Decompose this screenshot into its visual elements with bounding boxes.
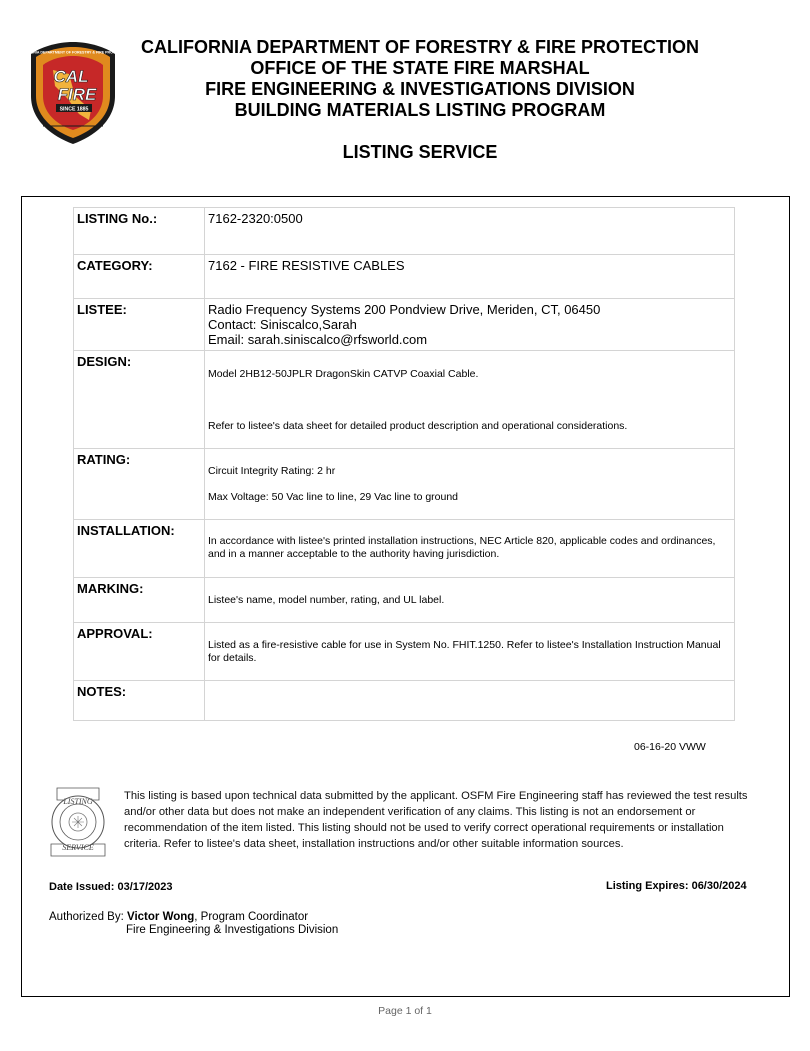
notes-label: NOTES:	[74, 681, 205, 721]
cal-fire-logo	[17, 40, 129, 146]
page-number: Page 1 of 1	[378, 1005, 432, 1017]
page-title: LISTING SERVICE	[342, 142, 498, 162]
header-line-department: CALIFORNIA DEPARTMENT OF FORESTRY & FIRE PROTECTION	[141, 37, 699, 57]
listee-contact: Contact: Siniscalco,Sarah	[208, 317, 357, 332]
listing-table	[73, 207, 735, 721]
rating-text-2: Max Voltage: 50 Vac line to line, 29 Vac line to ground	[208, 491, 459, 503]
row-listee	[74, 299, 735, 351]
notes-value	[205, 681, 735, 721]
authorized-prefix: Authorized By:	[49, 911, 127, 923]
logo-word-cal: CAL	[53, 67, 89, 86]
approval-label: APPROVAL:	[74, 623, 205, 681]
authorized-by	[49, 911, 308, 924]
authorized-division: Fire Engineering & Investigations Division	[126, 924, 339, 936]
authorized-title: , Program Coordinator	[194, 911, 309, 923]
disclaimer-text: This listing is based upon technical data submitted by the applicant. OSFM Fire Engineering staff has reviewed the test results and/or other data but does not make an independent verification of any claims. This listing is not an endorsement or recommendation of the item listed. This listing should not be used to verify correct operational requirements or installation criteria. Refer to listee's data sheet, installation instructions and/or other suitable information sources.	[124, 790, 748, 850]
row-marking	[74, 578, 735, 623]
rating-text-1: Circuit Integrity Rating: 2 hr	[208, 465, 336, 477]
listing-service-seal	[45, 784, 111, 860]
listing-no-label: LISTING No.:	[74, 208, 205, 255]
design-label: DESIGN:	[74, 351, 205, 449]
approval-text: Listed as a fire-resistive cable for use in System No. FHIT.1250. Refer to listee's Installation Instruction Manual for details.	[208, 639, 721, 664]
logo-word-fire: FIRE	[57, 85, 97, 104]
listee-label: LISTEE:	[74, 299, 205, 351]
rating-value	[205, 449, 735, 520]
listing-expires: Listing Expires: 06/30/2024	[606, 880, 747, 892]
seal-top-text: LISTING	[63, 797, 93, 806]
listee-address: Radio Frequency Systems 200 Pondview Drive, Meriden, CT, 06450	[208, 302, 601, 317]
header-line-program: BUILDING MATERIALS LISTING PROGRAM	[234, 100, 606, 120]
header-line-office: OFFICE OF THE STATE FIRE MARSHAL	[250, 58, 590, 78]
row-category	[74, 255, 735, 299]
listing-no-value: 7162-2320:0500	[205, 208, 735, 255]
installation-text: In accordance with listee's printed installation instructions, NEC Article 820, applicable codes and ordinances, and in a manner acceptable to the authority having jurisdiction.	[208, 535, 716, 560]
date-issued: Date Issued: 03/17/2023	[49, 881, 173, 893]
listee-value	[205, 299, 735, 351]
marking-label: MARKING:	[74, 578, 205, 623]
category-value: 7162 - FIRE RESISTIVE CABLES	[205, 255, 735, 299]
row-design	[74, 351, 735, 449]
marking-value	[205, 578, 735, 623]
seal-bottom-text: SERVICE	[62, 843, 94, 852]
row-listing-no	[74, 208, 735, 255]
installation-label: INSTALLATION:	[74, 520, 205, 578]
row-rating	[74, 449, 735, 520]
row-approval	[74, 623, 735, 681]
rating-label: RATING:	[74, 449, 205, 520]
marking-text: Listee's name, model number, rating, and UL label.	[208, 594, 445, 606]
revision-note: 06-16-20 VWW	[634, 741, 706, 753]
design-text-2: Refer to listee's data sheet for detailed product description and operational considerations.	[208, 420, 628, 432]
category-label: CATEGORY:	[74, 255, 205, 299]
listee-email: Email: sarah.siniscalco@rfsworld.com	[208, 332, 428, 347]
row-installation	[74, 520, 735, 578]
approval-value	[205, 623, 735, 681]
document-header	[110, 37, 730, 121]
logo-since-text: SINCE 1885	[59, 106, 89, 113]
design-value	[205, 351, 735, 449]
design-text-1: Model 2HB12-50JPLR DragonSkin CATVP Coaxial Cable.	[208, 368, 479, 380]
row-notes	[74, 681, 735, 721]
logo-ring-text: CALIFORNIA DEPARTMENT OF FORESTRY & FIRE PROTECTION	[17, 50, 129, 55]
authorized-name: Victor Wong	[126, 911, 195, 923]
installation-value	[205, 520, 735, 578]
header-line-division: FIRE ENGINEERING & INVESTIGATIONS DIVISION	[205, 79, 635, 99]
